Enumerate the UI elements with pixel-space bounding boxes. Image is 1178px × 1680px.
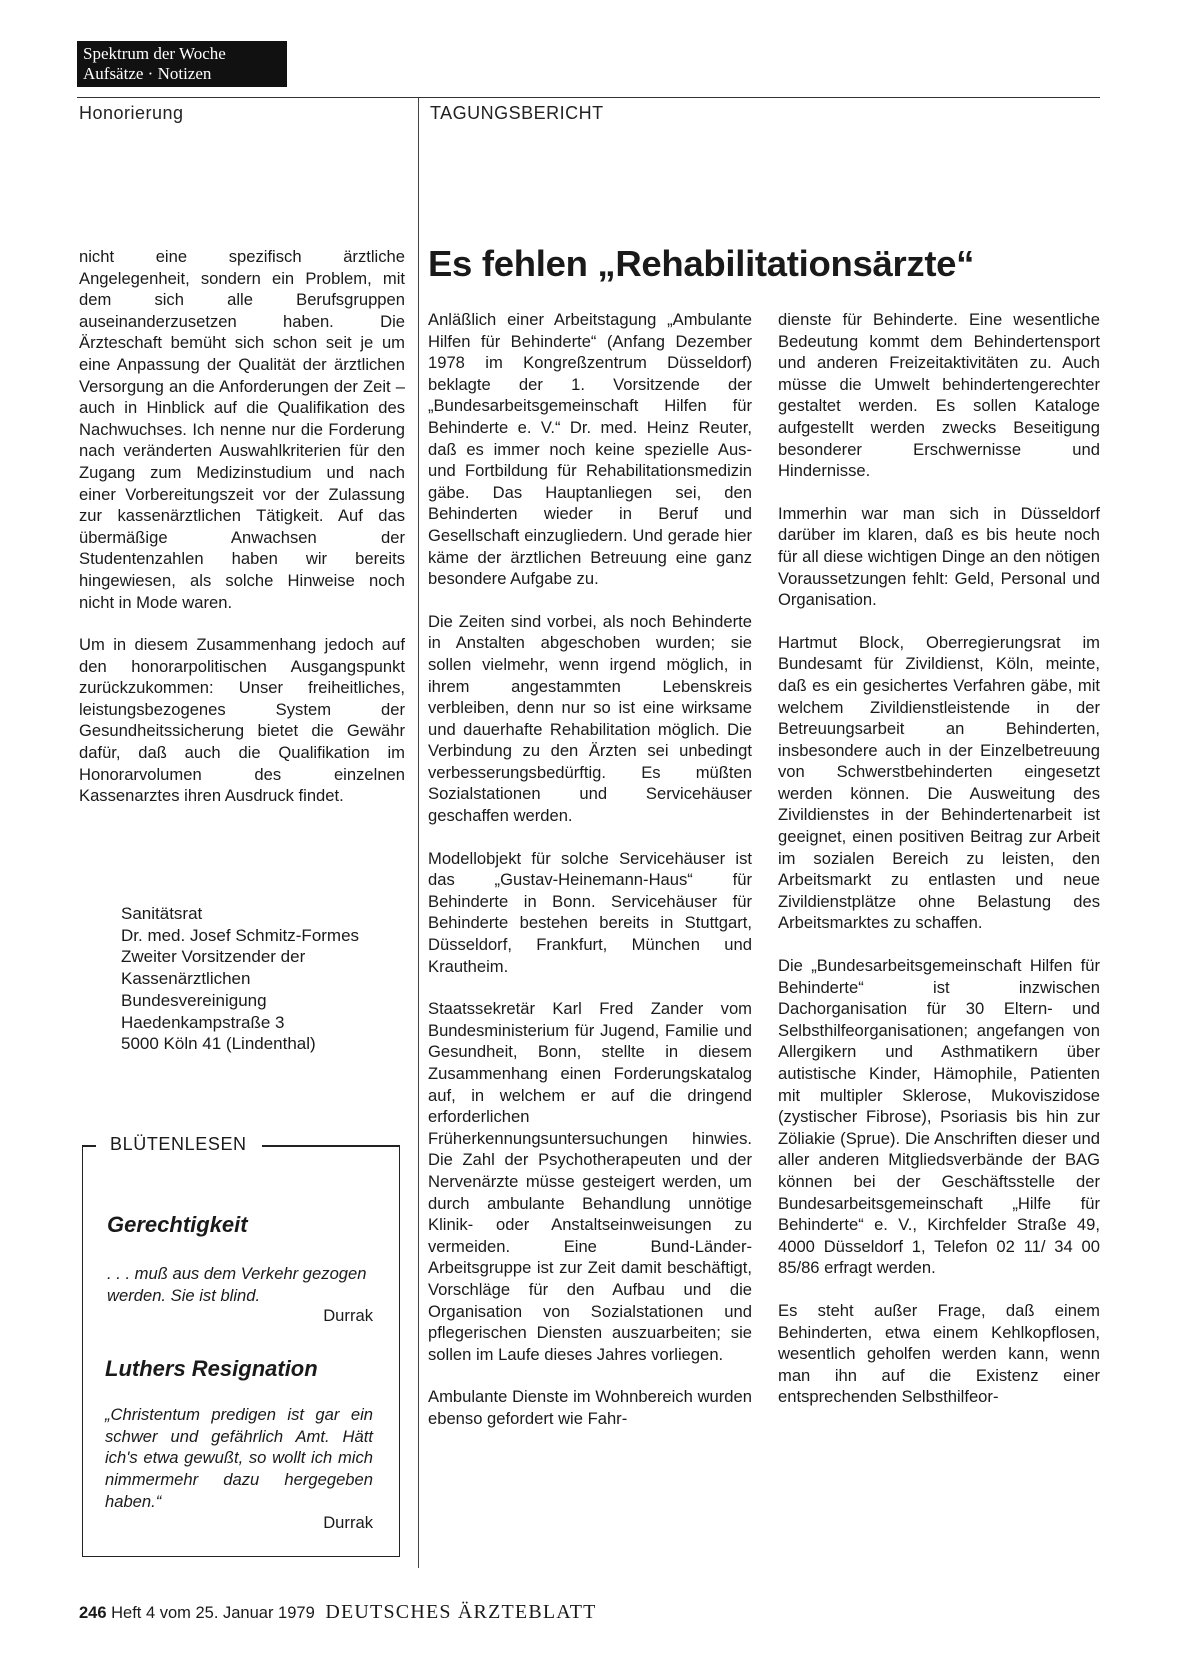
article-column-middle bbox=[428, 309, 752, 1451]
article-paragraph: Staatssekretär Karl Fred Zander vom Bundesministerium für Jugend, Familie und Gesundheit, Bonn, stellte in diesem Zusammenhang einen Forderungskatalog auf, in welchem er auf die dringend erforderlichen Früherkennungsuntersuchungen hinwies. Die Zahl der Psychotherapeuten und der Nervenärzte müsse gesteigert werden, um durch ambulante Behandlung unnötige Klinik- oder Anstaltseinweisungen zu vermeiden. Eine Bund-Länder-Arbeitsgruppe ist zur Zeit damit beschäftigt, Vorschläge für den Aufbau und die Organisation von Sozialstationen und pflegerischen Diensten auszuarbeiten; sie sollen im Laufe dieses Jahres vorliegen. bbox=[428, 999, 752, 1364]
top-rule bbox=[77, 97, 1100, 98]
signature-line: Sanitätsrat bbox=[121, 904, 203, 923]
right-section-label: TAGUNGSBERICHT bbox=[430, 103, 604, 123]
article-paragraph: Modellobjekt für solche Servicehäuser ist das „Gustav-Heinemann-Haus“ für Behinderte in Bonn. Servicehäuser für Behinderte bestehen bereits in Stuttgart, Düsseldorf, Frankfurt, München und Krautheim. bbox=[428, 848, 752, 976]
signature-line: Dr. med. Josef Schmitz-Formes bbox=[121, 925, 360, 945]
bluetenlesen-author: Durrak bbox=[323, 1513, 373, 1532]
left-section-label: Honorierung bbox=[79, 103, 184, 123]
left-paragraph: Um in diesem Zusammenhang jedoch auf den honorarpolitischen Ausgangspunkt zurückzukommen: Unser freiheitliches, leistungsbezogenes System der Gesundheitssicherung bietet die Gewähr dafür, daß auch die Qualifikation im Honorarvolumen des einzelnen Kassenarztes ihren Ausdruck findet. bbox=[79, 635, 405, 806]
bluetenlesen-quote: . . . muß aus dem Verkehr gezogen werden. Sie ist blind. bbox=[107, 1264, 367, 1305]
signature-line: Kassenärztlichen bbox=[121, 969, 251, 989]
journal-name: DEUTSCHES ÄRZTEBLATT bbox=[325, 1601, 597, 1623]
bluetenlesen-heading: Gerechtigkeit bbox=[107, 1212, 248, 1237]
signature-line: Haedenkampstraße 3 bbox=[121, 1012, 285, 1032]
article-paragraph: dienste für Behinderte. Eine wesentliche Bedeutung kommt dem Behindertensport und anderen Freizeitaktivitäten zu. Auch müsse die Umwelt behindertengerechter gestaltet werden. Es sollen Kataloge aufgestellt werden zwecks Beseitigung besonderer Erschwernisse und Hindernisse. bbox=[778, 310, 1100, 481]
bluetenlesen-author: Durrak bbox=[323, 1306, 373, 1325]
article-paragraph: Hartmut Block, Oberregierungsrat im Bundesamt für Zivildienst, Köln, meinte, daß es ein gesichertes Verfahren gäbe, mit welchem Zivildienstleistende in der Betreuungsarbeit an Behinderten, insbesondere auch in der Einzelbetreuung von Schwerstbehinderten eingesetzt werden können. Die Ausweitung des Zivildienstes in der Behindertenarbeit ist geeignet, einen positiven Beitrag zur Arbeit im sozialen Bereich zu leisten, den Arbeitsmarkt zu entlasten und neue Zivildienstplätze ohne Belastung des Arbeitsmarktes zu schaffen. bbox=[778, 632, 1100, 933]
bluetenlesen-quote: „Christentum predigen ist gar ein schwer und gefährlich Amt. Hätt ich's etwa gewußt, so wollt ich mich nimmermehr dazu hergegeben haben.“ bbox=[105, 1405, 373, 1511]
issue-info: Heft 4 vom 25. Januar 1979 bbox=[111, 1604, 315, 1622]
article-headline: Es fehlen „Rehabilitationsärzte“ bbox=[428, 243, 975, 284]
article-paragraph: Die „Bundesarbeitsgemeinschaft Hilfen für Behinderte“ ist inzwischen Dachorganisation für 30 Eltern- und Selbsthilfeorganisationen; angefangen von Allergikern und Asthmatikern über autistische Kinder, Hämophile, Patienten mit multipler Sklerose, Mukoviszidose (zystischer Fibrose), Psoriasis bis hin zur Zöliakie (Sprue). Die Anschriften dieser und aller anderen Mitgliedsverbände der BAG können bei der Geschäftsstelle der Bundesarbeitsgemeinschaft „Hilfe für Behinderte“ e. V., Kirchfelder Straße 49, 4000 Düsseldorf 1, Telefon 02 11/ 34 00 85/86 erfragt werden. bbox=[778, 956, 1100, 1278]
bluetenlesen-heading: Luthers Resignation bbox=[105, 1356, 318, 1381]
article-paragraph: Ambulante Dienste im Wohnbereich wurden ebenso gefordert wie Fahr- bbox=[428, 1387, 752, 1428]
section-header-badge bbox=[77, 41, 287, 87]
header-line-2: Aufsätze · Notizen bbox=[83, 64, 212, 83]
box-top-rule-right bbox=[262, 1145, 400, 1147]
article-paragraph: Es steht außer Frage, daß einem Behinderten, etwa einem Kehlkopflosen, wesentlich geholfen werden kann, wenn man ihn auf die Existenz einer entsprechenden Selbsthilfeor- bbox=[778, 1300, 1100, 1407]
signature-line: Bundesvereinigung bbox=[121, 990, 267, 1010]
author-signature bbox=[121, 903, 421, 1055]
column-divider bbox=[418, 98, 419, 1568]
article-paragraph: Anläßlich einer Arbeitstagung „Ambulante Hilfen für Behinderte“ (Anfang Dezember 1978 im Kongreßzentrum Düsseldorf) beklagte der 1. Vorsitzende der „Bundesarbeitsgemeinschaft Hilfen für Behinderte e. V.“ Dr. med. Heinz Reuter, daß es immer noch keine spezielle Aus- und Fortbildung für Rehabilitationsmedizin gäbe. Das Hauptanliegen sei, den Behinderten wieder in Beruf und Gesellschaft einzugliedern. Und gerade hier käme der ärztlichen Betreuung eine ganz besondere Aufgabe zu. bbox=[428, 310, 752, 589]
left-article-body bbox=[79, 246, 405, 828]
page-footer bbox=[79, 1601, 597, 1624]
article-paragraph: Die Zeiten sind vorbei, als noch Behinderte in Anstalten abgeschoben wurden; sie sollen vielmehr, wenn irgend möglich, in ihrem angestammten Lebenskreis verbleiben, denn nur so ist eine wirksame und dauerhafte Rehabilitation möglich. Die Verbindung zu den Ärzten sei unbedingt verbesserungsbedürftig. Es müßten Sozialstationen und Servicehäuser geschaffen werden. bbox=[428, 611, 752, 826]
article-paragraph: Immerhin war man sich in Düsseldorf darüber im klaren, daß es bis heute noch für all diese wichtigen Dinge an den nötigen Voraussetzungen fehlt: Geld, Personal und Organisation. bbox=[778, 503, 1100, 610]
header-line-1: Spektrum der Woche bbox=[83, 44, 226, 63]
left-paragraph: nicht eine spezifisch ärztliche Angelegenheit, sondern ein Problem, mit dem sich alle Berufsgruppen auseinanderzusetzen haben. Die Ärzteschaft bemüht sich schon seit je um eine Anpassung der Qualität der ärztlichen Versorgung an die Anforderungen der Zeit – auch in Hinblick auf die Qualifikation des Nachwuchses. Ich nenne nur die Forderung nach veränderten Auswahlkriterien für den Zugang zum Medizinstudium und nach einer Vorbereitungszeit vor der Zulassung zur kassenärztlichen Tätigkeit. Auf das übermäßige Anwachsen der Studentenzahlen haben wir bereits hingewiesen, als solche Hinweise noch nicht in Mode waren. bbox=[79, 247, 405, 612]
bluetenlesen-title: BLÜTENLESEN bbox=[107, 1134, 250, 1155]
page-number: 246 bbox=[79, 1604, 107, 1622]
article-column-right bbox=[778, 309, 1100, 1429]
signature-line: 5000 Köln 41 (Lindenthal) bbox=[121, 1034, 316, 1054]
signature-line: Zweiter Vorsitzender der bbox=[121, 947, 306, 967]
box-top-rule-left bbox=[82, 1145, 96, 1147]
